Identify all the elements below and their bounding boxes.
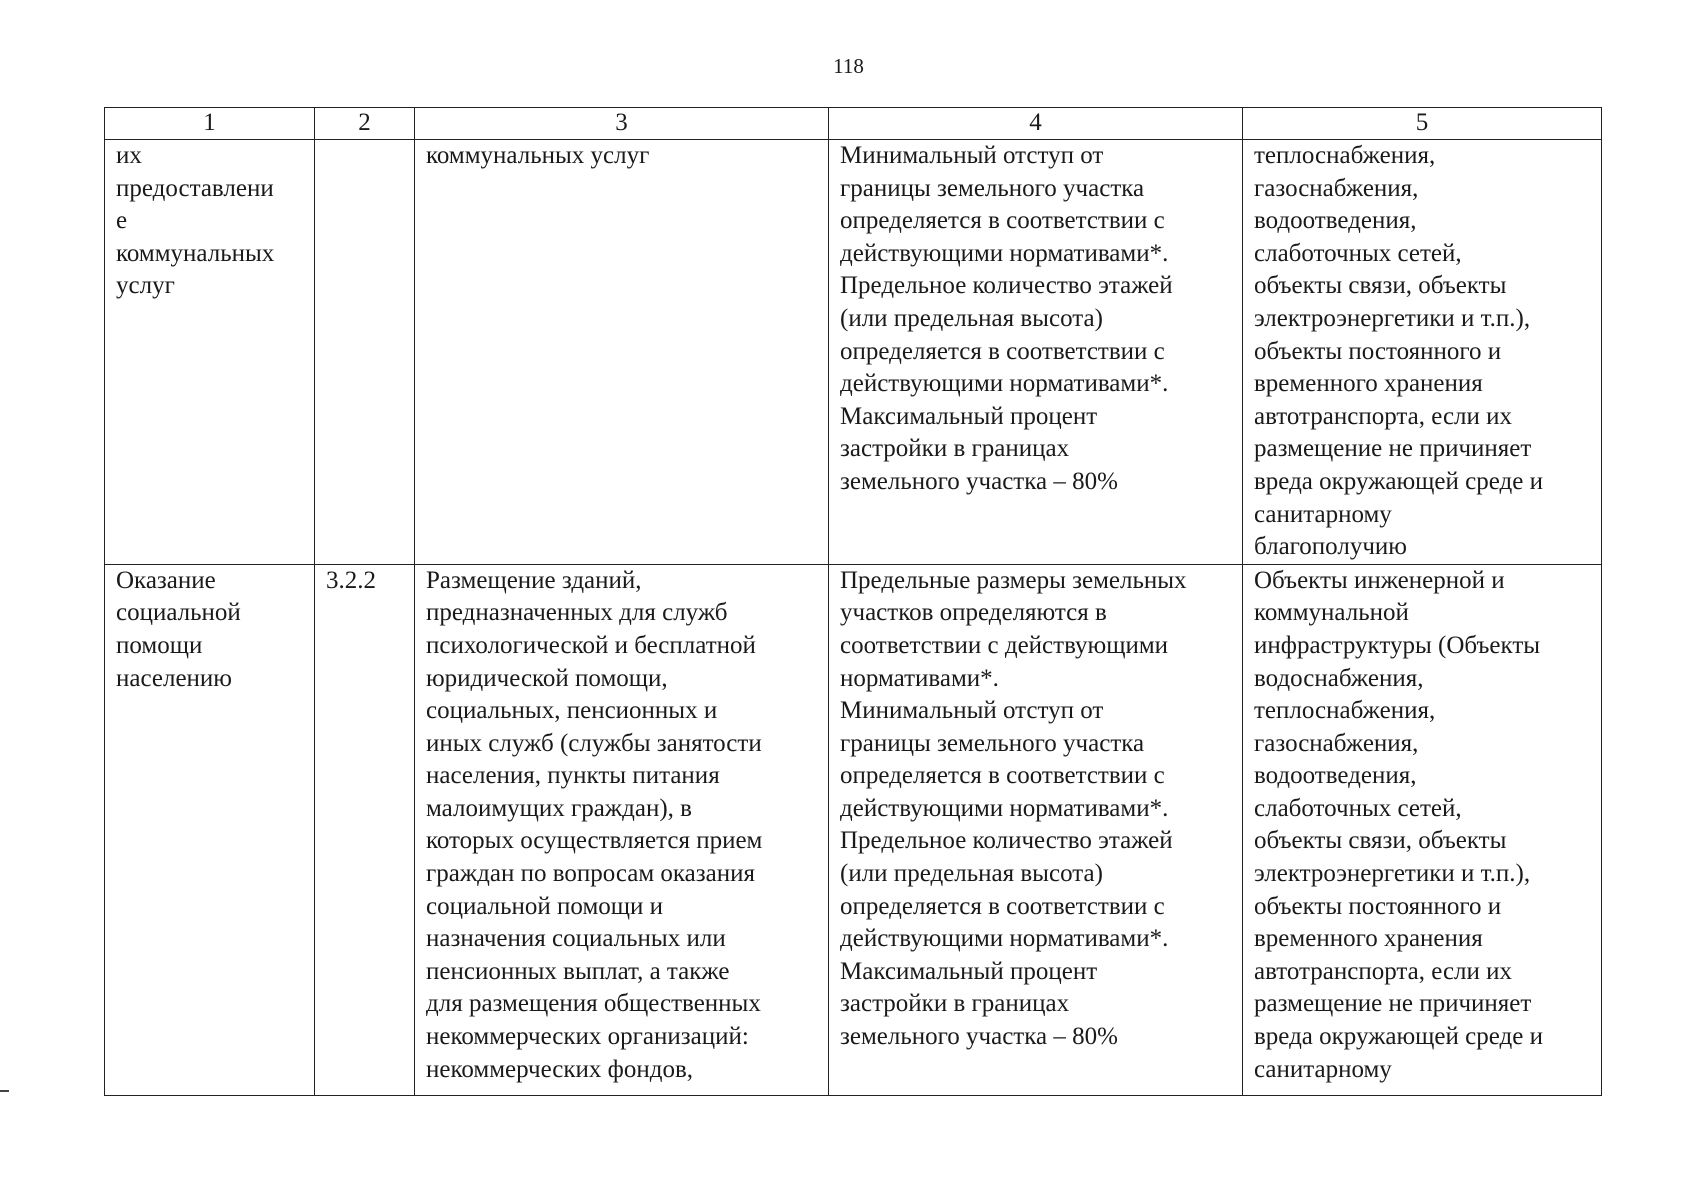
cell-text: 3.2.2 — [326, 566, 376, 594]
column-number-2: 2 — [315, 108, 415, 140]
cell-use-name — [105, 564, 315, 1095]
cell-text: теплоснабжения, газоснабжения, водоотведения, слаботочных сетей, объекты связи, объекты электроэнергетики и т.п.), объекты постоянного и временного хранения автотранспорта, если их размещение не причиняет вреда окружающей среде и санитарному благополучию — [1254, 142, 1543, 561]
cell-text: их предоставлени е коммунальных услуг — [116, 142, 275, 300]
cell-parameters — [829, 564, 1243, 1095]
cell-code — [315, 140, 415, 565]
cell-description — [415, 564, 829, 1095]
cell-text: Минимальный отступ от границы земельного участка определяется в соответствии с действующими нормативами*. Предельное количество этажей (или предельная высота) определяется в соответствии с действующими нормативами*. Максимальный процент застройки в границах земельного участка – 80% — [840, 142, 1173, 495]
cell-text: Оказание социальной помощи населению — [116, 566, 241, 692]
column-number-1: 1 — [105, 108, 315, 140]
column-number-4: 4 — [829, 108, 1243, 140]
cell-auxiliary-uses — [1243, 140, 1602, 565]
cell-code — [315, 564, 415, 1095]
cell-description — [415, 140, 829, 565]
cell-text: Размещение зданий, предназначенных для служб психологической и бесплатной юридической помощи, социальных, пенсионных и иных служб (службы занятости населения, пункты питания малоимущих граждан), в которых осуществляется прием граждан по вопросам оказания социальной помощи и назначения социальных или пенсионных выплат, а также для размещения общественных некоммерческих организаций: некоммерческих фондов, — [426, 566, 763, 1083]
cell-use-name — [105, 140, 315, 565]
column-number-5: 5 — [1243, 108, 1602, 140]
cell-text: Объекты инженерной и коммунальной инфраструктуры (Объекты водоснабжения, теплоснабжения, газоснабжения, водоотведения, слаботочных сетей, объекты связи, объекты электроэнергетики и т.п.), объекты постоянного и временного хранения автотранспорта, если их размещение не причиняет вреда окружающей среде и санитарному — [1254, 566, 1543, 1083]
table-row — [105, 140, 1602, 565]
column-number-3: 3 — [415, 108, 829, 140]
scan-edge-mark — [0, 1090, 9, 1092]
cell-parameters — [829, 140, 1243, 565]
cell-text: Предельные размеры земельных участков определяются в соответствии с действующими нормативами*. Минимальный отступ от границы земельного участка определяется в соответствии с действующими нормативами*. Предельное количество этажей (или предельная высота) определяется в соответствии с действующими нормативами*. Максимальный процент застройки в границах земельного участка – 80% — [840, 566, 1187, 1051]
cell-auxiliary-uses — [1243, 564, 1602, 1095]
page-number: 118 — [833, 54, 864, 78]
table-header-row — [105, 108, 1602, 140]
cell-text: коммунальных услуг — [426, 142, 650, 169]
table-row — [105, 564, 1602, 1095]
regulations-table — [104, 107, 1602, 1096]
